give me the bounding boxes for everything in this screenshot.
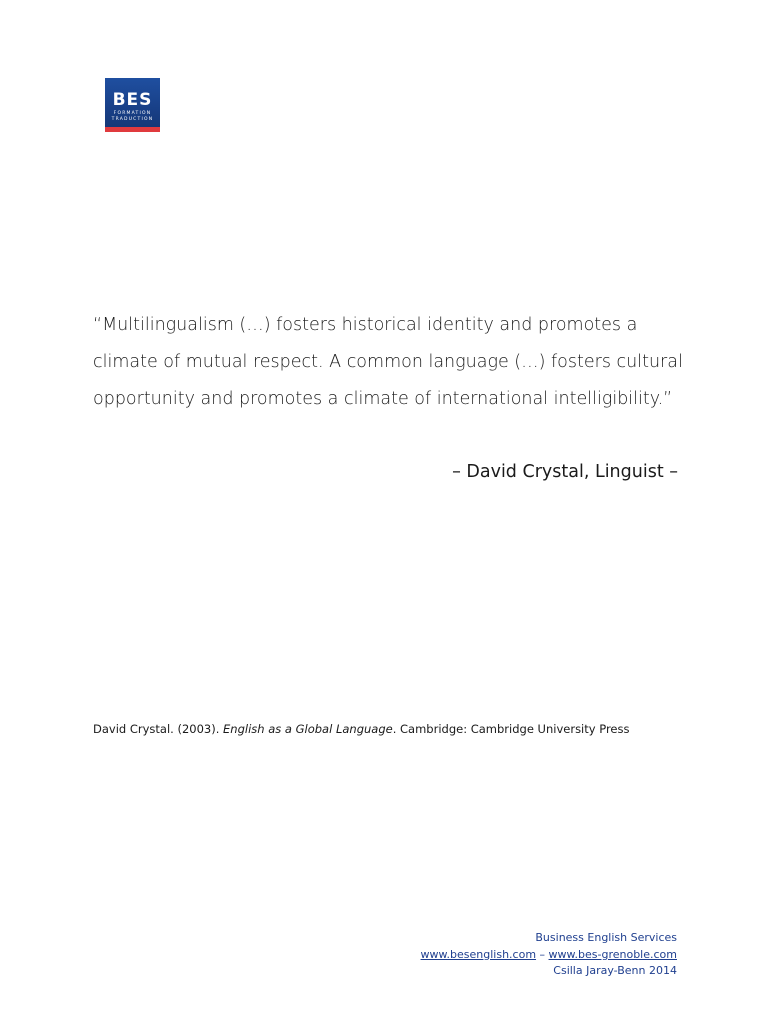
footer-link-separator: –	[536, 947, 549, 961]
quote-text: “Multilingualism (…) fosters historical identity and promotes a climate of mutual respect. A common language (…) fosters cultural opportunity and promotes a climate of international intelligibility.”	[93, 315, 683, 409]
footer-company-name: Business English Services	[535, 931, 677, 944]
bes-logo	[105, 78, 160, 132]
logo-main-text: BES	[112, 90, 153, 110]
reference-book-title: English as a Global Language	[223, 722, 393, 736]
reference-author-year: David Crystal. (2003).	[93, 722, 224, 736]
logo-sub-text-traduction: TRADUCTION	[111, 117, 154, 122]
footer-links	[421, 947, 677, 964]
bibliographic-reference	[93, 720, 630, 738]
footer-link-bes-grenoble[interactable]: www.bes-grenoble.com	[548, 947, 677, 961]
footer-link-besenglish[interactable]: www.besenglish.com	[420, 947, 537, 961]
footer-contact	[421, 930, 677, 980]
quote-attribution: – David Crystal, Linguist –	[452, 462, 678, 482]
logo-sub-text-formation: FORMATION	[113, 111, 152, 116]
reference-publisher: . Cambridge: Cambridge University Press	[392, 722, 630, 736]
footer-credit: Csilla Jaray-Benn 2014	[553, 964, 677, 977]
logo-red-bar	[105, 127, 160, 132]
